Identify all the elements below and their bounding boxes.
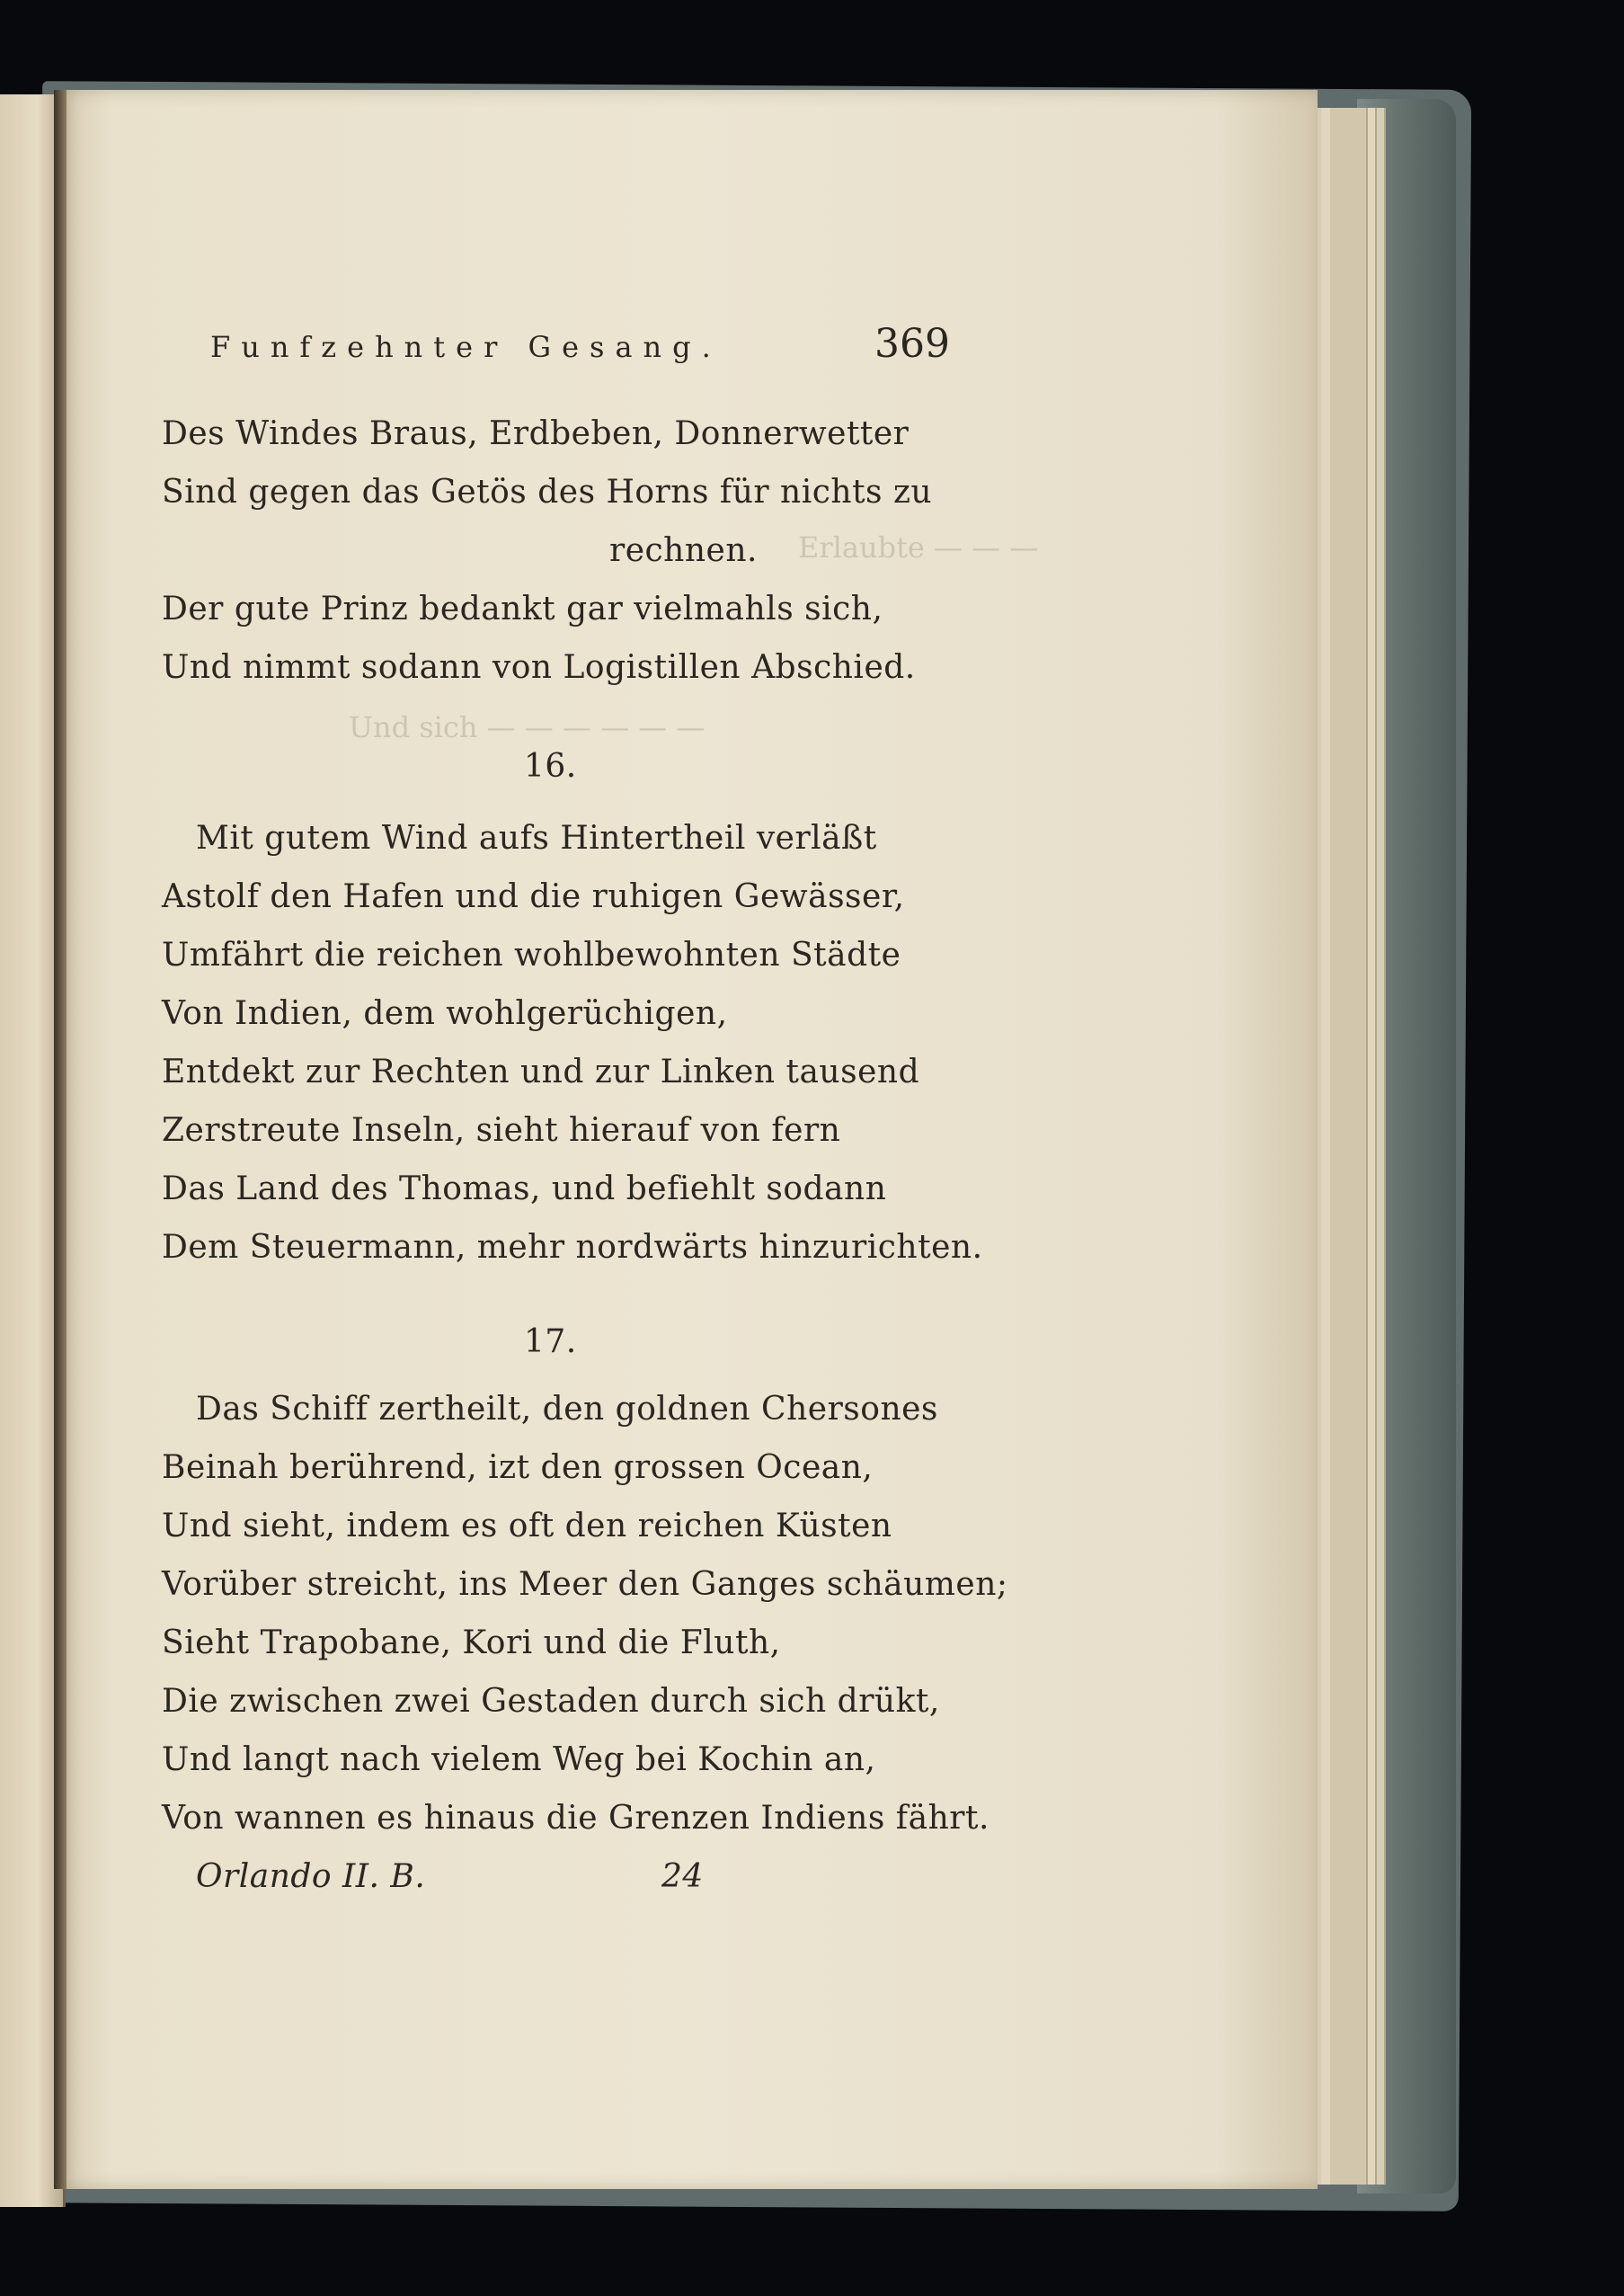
- stanza-number: 16.: [524, 748, 577, 785]
- verse-line: Sind gegen das Getös des Horns für nichts zu: [162, 474, 933, 511]
- verse-line: Und sieht, indem es oft den reichen Küsten: [162, 1508, 892, 1544]
- verse-line: Des Windes Braus, Erdbeben, Donnerwetter: [162, 415, 910, 452]
- show-through-text: Erlaubte — — —: [798, 530, 1039, 565]
- running-title: Funfzehnter Gesang.: [210, 330, 722, 364]
- verse-line: Astolf den Hafen und die ruhigen Gewässer,: [162, 878, 905, 915]
- show-through-text: Und sich — — — — — —: [349, 710, 706, 744]
- verse-line: Die zwischen zwei Gestaden durch sich drükt,: [162, 1683, 940, 1720]
- verse-line: Das Schiff zertheilt, den goldnen Chersones: [196, 1391, 938, 1428]
- verse-line: Und nimmt sodann von Logistillen Abschied.: [162, 649, 916, 686]
- verse-line: Umfährt die reichen wohlbewohnten Städte: [162, 937, 901, 974]
- verse-line: Sieht Trapobane, Kori und die Fluth,: [162, 1624, 781, 1661]
- page-stack: [1330, 108, 1368, 2185]
- verse-line: rechnen.: [609, 532, 758, 569]
- verse-line: Mit gutem Wind aufs Hintertheil verläßt: [196, 820, 877, 857]
- verse-line: Der gute Prinz bedankt gar vielmahls sich,: [162, 591, 883, 627]
- verse-line: Von Indien, dem wohlgerüchigen,: [162, 995, 728, 1032]
- signature-mark: Orlando II. B.: [196, 1858, 426, 1895]
- verse-line: Zerstreute Inseln, sieht hierauf von fern: [162, 1112, 841, 1149]
- verse-line: Das Land des Thomas, und befiehlt sodann: [162, 1170, 887, 1207]
- stanza-number: 17.: [524, 1323, 577, 1360]
- page-number: 369: [874, 321, 950, 367]
- verse-line: Und langt nach vielem Weg bei Kochin an,: [162, 1741, 876, 1778]
- verse-line: Entdekt zur Rechten und zur Linken tausend: [162, 1054, 920, 1090]
- sheet-number: 24: [661, 1858, 704, 1895]
- verse-line: Dem Steuermann, mehr nordwärts hinzurichten.: [162, 1229, 983, 1266]
- verse-line: Beinah berührend, izt den grossen Ocean,: [162, 1449, 874, 1486]
- verse-line: Von wannen es hinaus die Grenzen Indiens fährt.: [162, 1800, 989, 1837]
- book-gutter: [54, 90, 67, 2189]
- verse-line: Vorüber streicht, ins Meer den Ganges schäumen;: [162, 1566, 1008, 1603]
- book-page: [61, 90, 1318, 2189]
